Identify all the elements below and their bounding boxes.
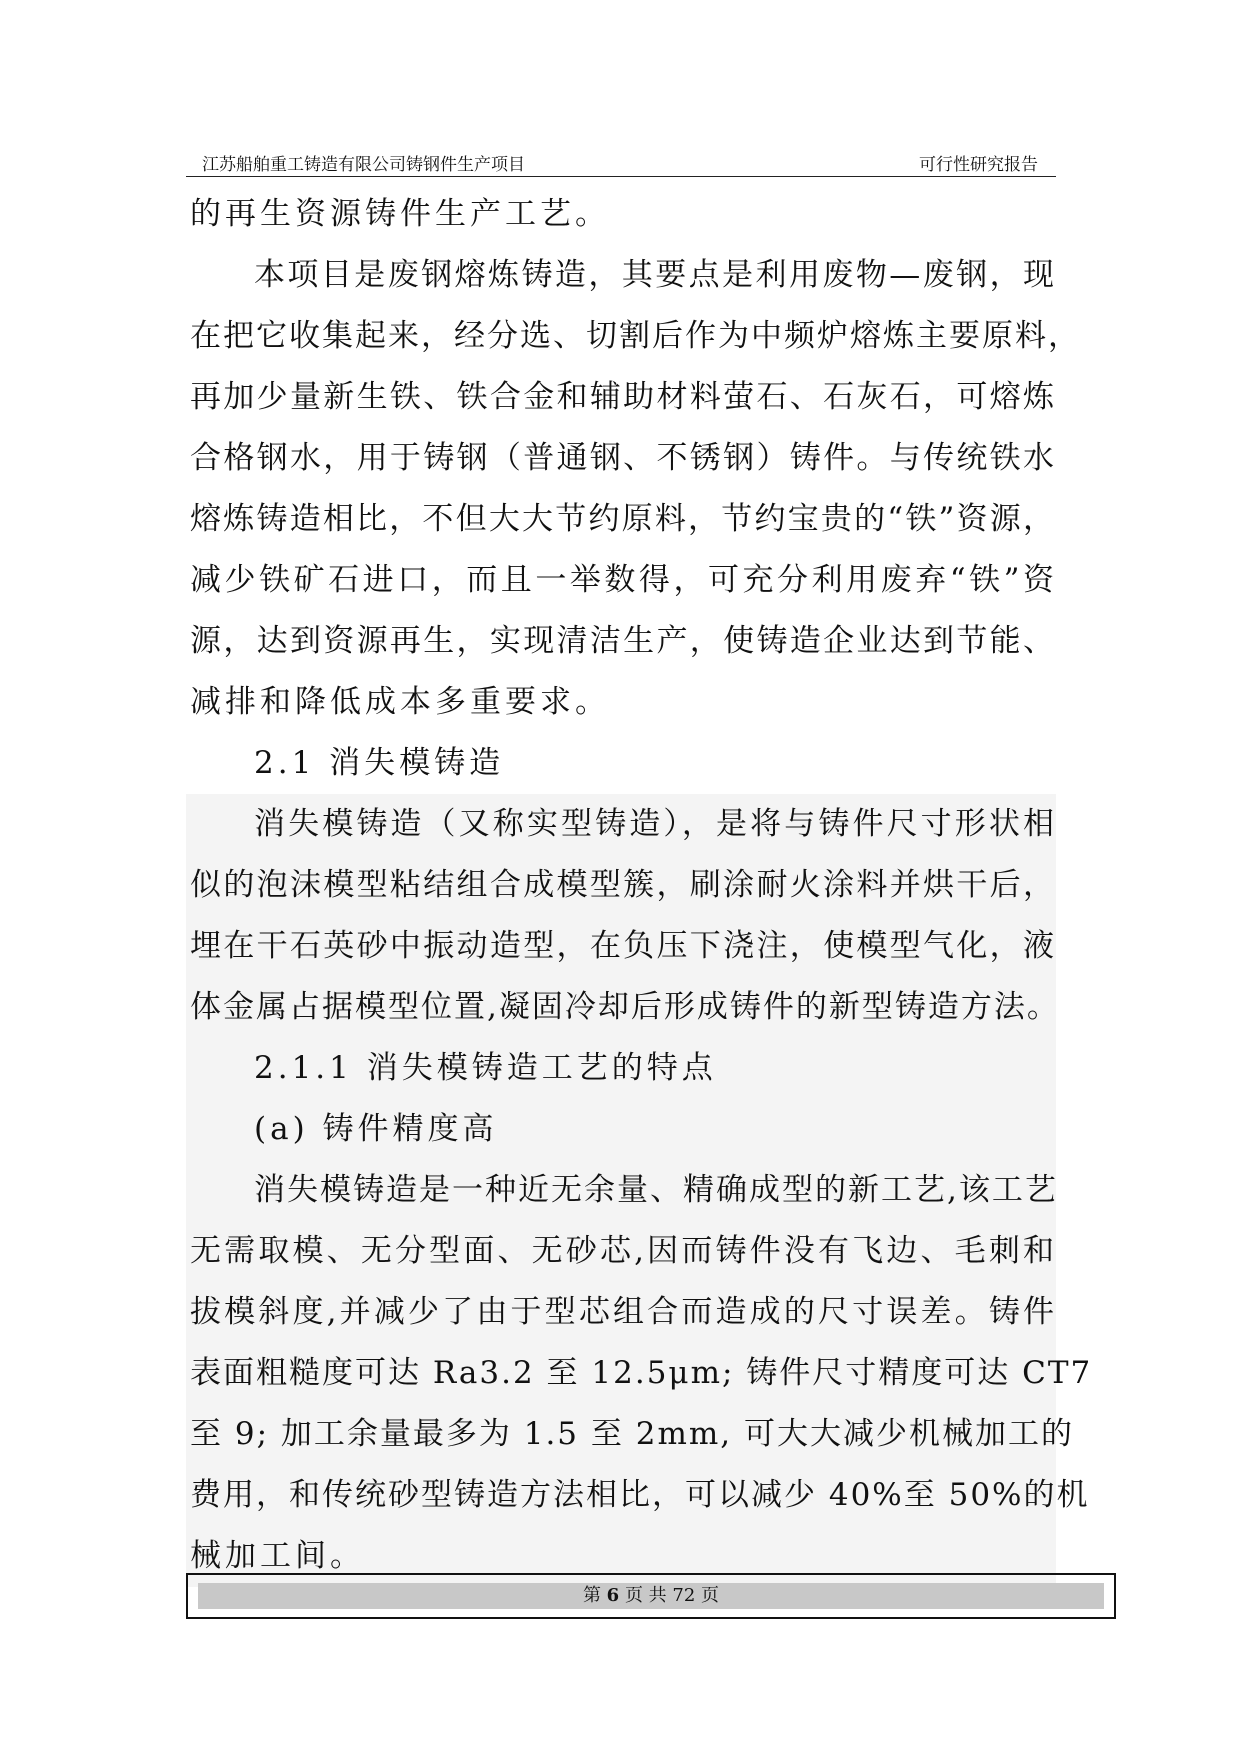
text-line: 体金属占据模型位置,凝固冷却后形成铸件的新型铸造方法。: [190, 989, 1060, 1025]
text-line: 似的泡沫模型粘结组合成模型簇，刷涂耐火涂料并烘干后，: [190, 867, 1056, 903]
section-heading: 2.1 消失模铸造: [254, 745, 505, 781]
footer-middle: 页 共: [624, 1585, 667, 1606]
page-number-bar: [198, 1583, 1104, 1609]
text-line: 再加少量新生铁、铁合金和辅助材料萤石、石灰石，可熔炼: [190, 379, 1056, 415]
page-footer: [186, 1573, 1116, 1619]
footer-suffix: 页: [701, 1585, 720, 1606]
total-pages: 72: [672, 1585, 696, 1606]
text-line: 本项目是废钢熔炼铸造，其要点是利用废物—废钢，现: [254, 257, 1056, 293]
text-line: 至 9; 加工余量最多为 1.5 至 2mm, 可大大减少机械加工的: [190, 1416, 1074, 1452]
text-line: 消失模铸造是一种近无余量、精确成型的新工艺,该工艺: [254, 1172, 1058, 1208]
text-line: 合格钢水，用于铸钢（普通钢、不锈钢）铸件。与传统铁水: [190, 440, 1056, 476]
text-line: 费用，和传统砂型铸造方法相比，可以减少 40%至 50%的机: [190, 1477, 1090, 1513]
text-line: 减排和降低成本多重要求。: [190, 684, 610, 720]
header-report-type: 可行性研究报告: [919, 155, 1038, 175]
text-line: 减少铁矿石进口，而且一举数得，可充分利用废弃“铁”资: [190, 562, 1056, 598]
document-body: [186, 184, 1093, 1587]
text-line: 在把它收集起来，经分选、切割后作为中频炉熔炼主要原料，: [190, 318, 1081, 354]
text-line: 无需取模、无分型面、无砂芯,因而铸件没有飞边、毛刺和: [190, 1233, 1056, 1269]
text-line: 熔炼铸造相比，不但大大节约原料，节约宝贵的“铁”资源，: [190, 501, 1056, 537]
text-line: 埋在干石英砂中振动造型，在负压下浇注，使模型气化，液: [190, 928, 1056, 964]
text-line: 械加工间。: [190, 1538, 365, 1574]
text-line: 的再生资源铸件生产工艺。: [190, 196, 610, 232]
text-line: 源，达到资源再生，实现清洁生产，使铸造企业达到节能、: [190, 623, 1056, 659]
shaded-section: [186, 794, 1093, 1587]
footer-prefix: 第: [582, 1585, 601, 1606]
header-project-name: 江苏船舶重工铸造有限公司铸钢件生产项目: [202, 155, 525, 175]
current-page-number: 6: [606, 1585, 620, 1606]
text-line: 拔模斜度,并减少了由于型芯组合而造成的尺寸误差。铸件: [190, 1294, 1056, 1330]
text-line: 消失模铸造（又称实型铸造），是将与铸件尺寸形状相: [254, 806, 1056, 842]
item-heading: (a) 铸件精度高: [254, 1111, 498, 1147]
text-line: 表面粗糙度可达 Ra3.2 至 12.5μm; 铸件尺寸精度可达 CT7: [190, 1355, 1093, 1391]
page-header: [186, 146, 1056, 177]
subsection-heading: 2.1.1 消失模铸造工艺的特点: [254, 1050, 717, 1086]
